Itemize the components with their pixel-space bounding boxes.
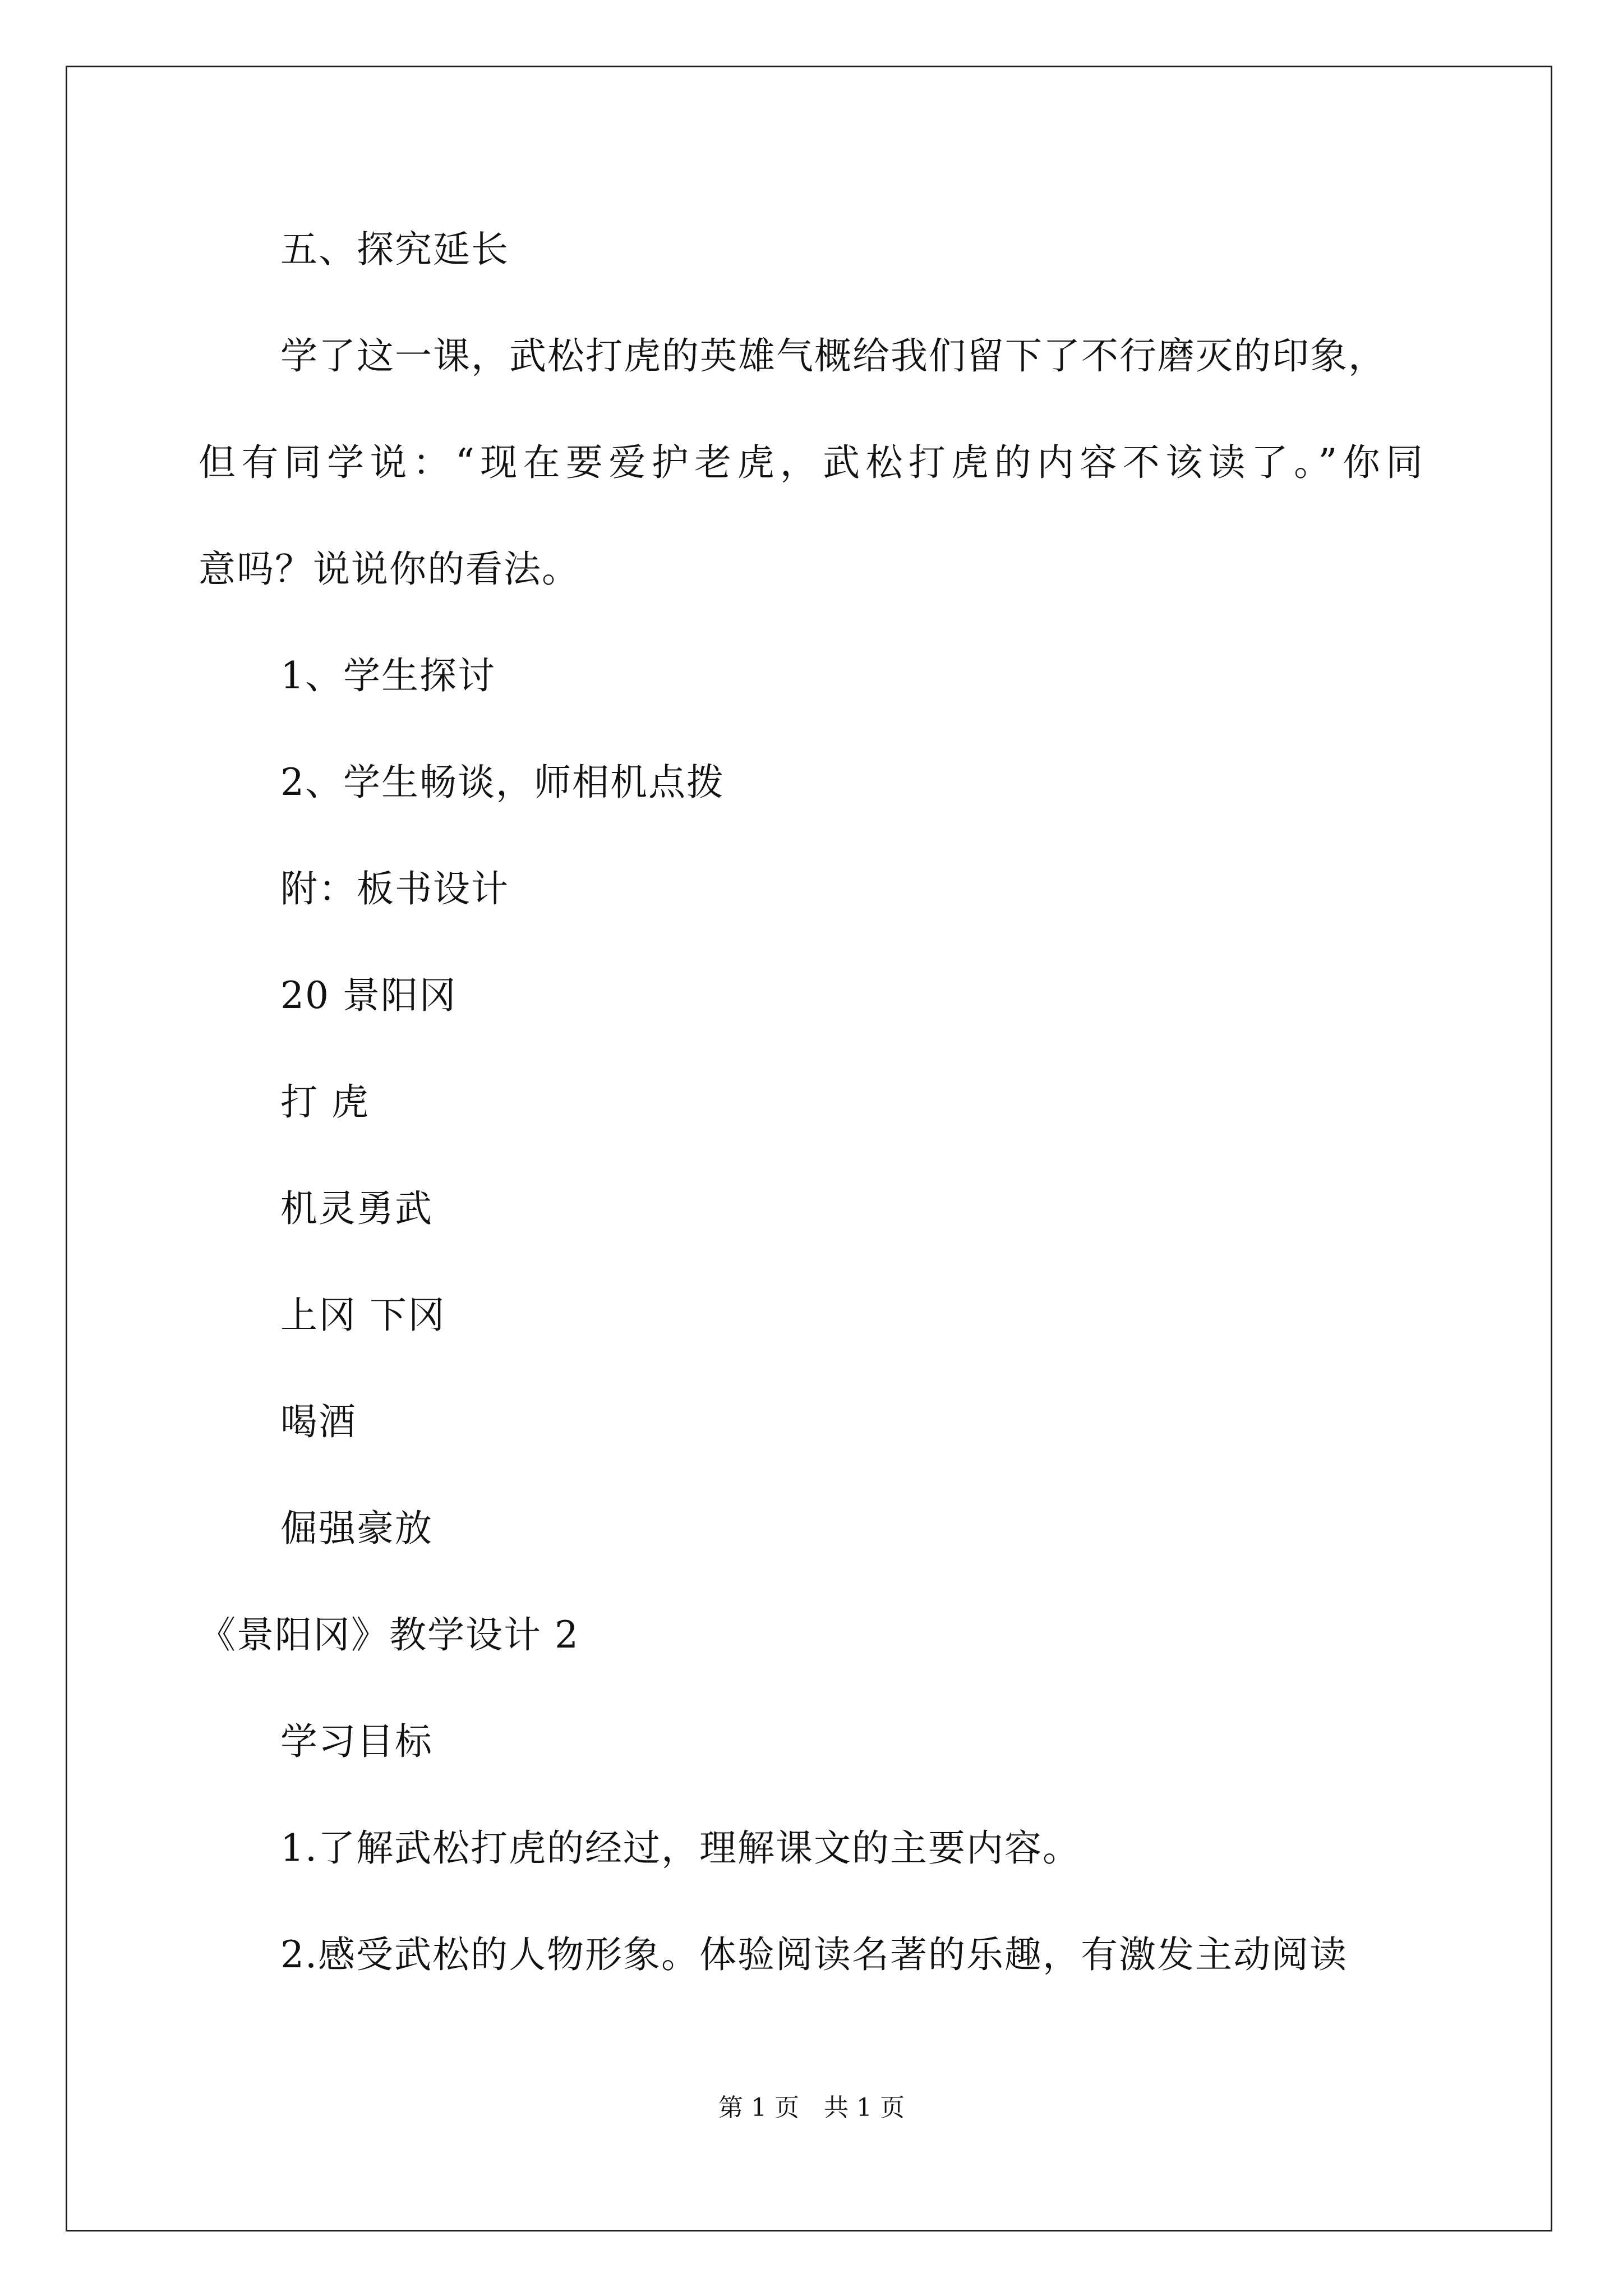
board-design-line: 打 虎: [280, 1080, 370, 1124]
list-item: 2、学生畅谈，师相机点拨: [280, 761, 725, 804]
body-paragraph-line: 但有同学说：“现在要爱护老虎，武松打虎的内容不该读了。”你同: [199, 441, 1424, 484]
page-number-footer: 第 1 页 共 1 页: [718, 2093, 905, 2122]
board-design-line: 上冈 下冈: [280, 1294, 446, 1337]
board-design-line: 机灵勇武: [280, 1187, 433, 1230]
section-heading: 五、探究延长: [280, 228, 509, 271]
page-border: [66, 66, 1552, 2231]
board-design-line: 20 景阳冈: [280, 974, 457, 1017]
objective-item: 1.了解武松打虎的经过，理解课文的主要内容。: [280, 1826, 1081, 1870]
board-design-line: 喝酒: [280, 1400, 357, 1443]
board-design-line: 倔强豪放: [280, 1507, 433, 1550]
objective-item: 2.感受武松的人物形象。体验阅读名著的乐趣，有激发主动阅读: [280, 1933, 1348, 1976]
board-design-heading: 附：板书设计: [280, 867, 509, 910]
section-heading: 学习目标: [280, 1720, 433, 1763]
list-item: 1、学生探讨: [280, 654, 496, 697]
document-title: 《景阳冈》教学设计 2: [199, 1613, 579, 1657]
body-paragraph-line: 意吗？说说你的看法。: [199, 547, 580, 591]
body-paragraph-line: 学了这一课，武松打虎的英雄气概给我们留下了不行磨灭的印象，: [280, 334, 1386, 378]
